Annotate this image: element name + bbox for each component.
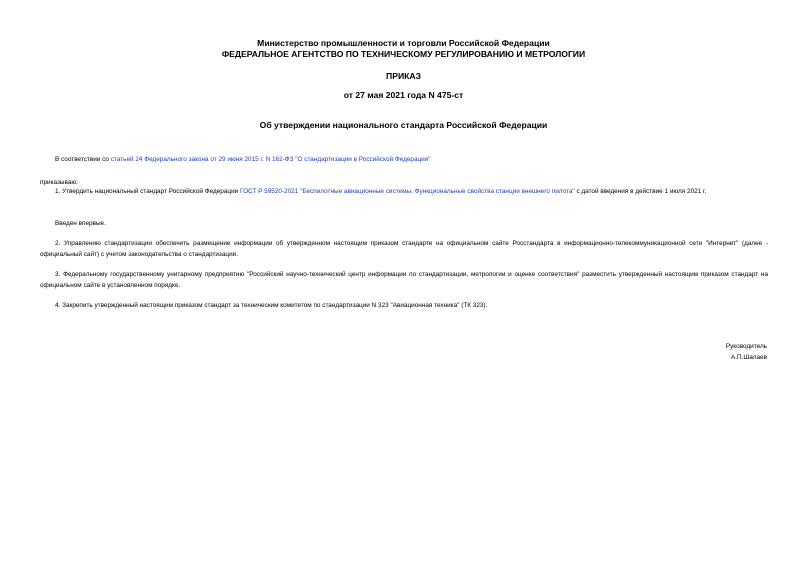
item-1-prefix: 1. Утвердить национальный стандарт Российской Федерации [55, 188, 240, 195]
item-1-paragraph [40, 186, 768, 197]
agency-heading: ФЕДЕРАЛЬНОЕ АГЕНТСТВО ПО ТЕХНИЧЕСКОМУ РЕГУЛИРОВАНИЮ И МЕТРОЛОГИИ [221, 49, 586, 59]
doc-type-heading: ПРИКАЗ [386, 71, 421, 81]
ministry-heading: Министерство промышленности и торговли Российской Федерации [257, 38, 550, 48]
intro-prefix: В соответствии со [55, 156, 111, 163]
document-title: Об утверждении национального стандарта Российской Федерации [259, 120, 548, 130]
item-4-paragraph: 4. Закрепить утвержденный настоящим приказом стандарт за техническим комитетом по стандартизации N 323 "Авиационная техника" (ТК 323). [55, 302, 488, 309]
federal-law-link[interactable]: статьей 24 Федерального закона от 29 июня 2015 г. N 162-ФЗ "О стандартизации в Российской Федерации" [110, 156, 431, 163]
first-time-note: Введен впервые. [55, 220, 106, 227]
item-2-paragraph: 2. Управлению стандартизации обеспечить размещение информации об утвержденном настоящим приказом стандарте на официальном сайте Росстандарта в информационно-телекоммуникационной сети "Интернет" (далее - официальный сайт) с учетом законодательства о стандартизации. [40, 240, 768, 258]
intro-paragraph [40, 154, 768, 165]
item-1-suffix: с датой введения в действие 1 июля 2021 г. [574, 188, 707, 195]
gost-standard-link[interactable]: ГОСТ Р 59520-2021 "Беспилотные авиационные системы. Функциональные свойства станции внешнего пилота" [239, 188, 575, 195]
date-number-heading: от 27 мая 2021 года N 475-ст [343, 90, 464, 100]
item-3-paragraph: 3. Федеральному государственному унитарному предприятию "Российский научно-технический центр информации по стандартизации, метрологии и оценке соответствия" разместить утвержденный настоящим приказом стандарт на официальном сайте в установленном порядке. [40, 271, 768, 289]
decree-word: приказываю: [40, 179, 78, 186]
signatory-position: Руководитель [725, 343, 767, 350]
signatory-name: А.П.Шалаев [730, 354, 767, 361]
